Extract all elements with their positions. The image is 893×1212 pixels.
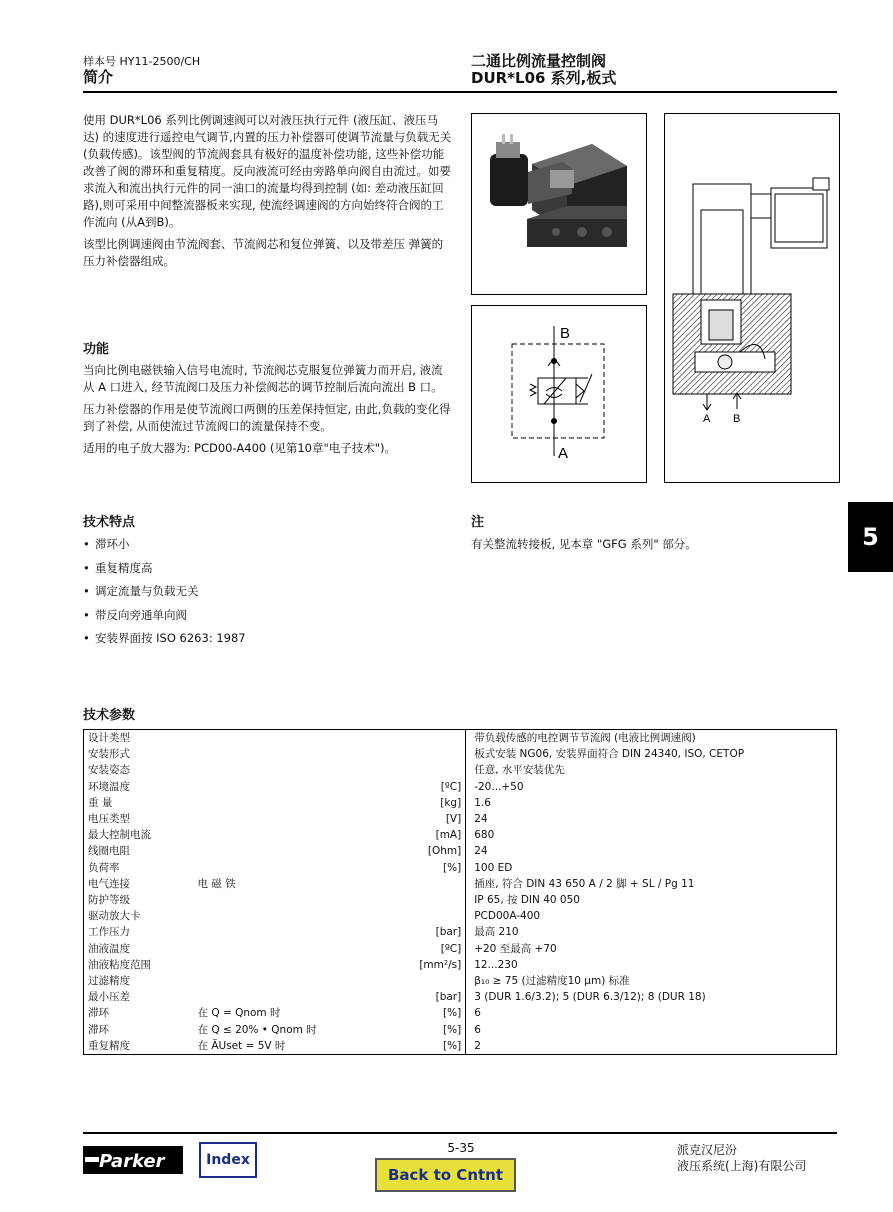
intro-paragraph-2: 该型比例调速阀由节流阀套、节流阀芯和复位弹簧、以及带差压 弹簧的压力补偿器组成。 <box>83 237 444 268</box>
index-button[interactable] <box>199 1142 257 1178</box>
param-unit <box>321 876 466 892</box>
param-condition <box>194 989 321 1005</box>
table-row <box>84 941 837 957</box>
param-name: 重复精度 <box>88 1039 130 1052</box>
param-name: 重 量 <box>88 796 113 809</box>
param-value: 1.6 <box>474 796 491 809</box>
port-b-label: B <box>560 325 571 342</box>
param-name: 电压类型 <box>88 813 130 826</box>
param-name: 安装形式 <box>88 748 130 761</box>
param-value: +20 至最高 +70 <box>474 942 557 955</box>
param-unit <box>321 908 466 924</box>
index-button-label: Index <box>206 1152 250 1168</box>
table-row <box>84 876 837 892</box>
param-name: 最小压差 <box>88 991 130 1004</box>
back-to-contents-button[interactable]: Back to Cntnt <box>375 1158 516 1192</box>
table-row <box>84 973 837 989</box>
param-name: 滞环 <box>88 1007 109 1020</box>
param-unit: [%] <box>321 1038 466 1055</box>
table-row <box>84 1038 837 1055</box>
function-heading: 功能 <box>83 342 110 357</box>
hydraulic-symbol <box>471 305 647 483</box>
param-unit: [bar] <box>321 989 466 1005</box>
param-condition: 电 磁 铁 <box>197 877 236 890</box>
table-row <box>84 1022 837 1038</box>
param-value: 12...230 <box>474 958 518 971</box>
param-name: 油液粘度范围 <box>88 958 151 971</box>
param-condition <box>194 795 321 811</box>
list-item: • 带反向旁通单向阀 <box>83 607 246 631</box>
param-condition <box>194 924 321 940</box>
function-text <box>83 362 453 462</box>
param-name: 负荷率 <box>88 861 120 874</box>
list-item: • 重复精度高 <box>83 560 246 584</box>
param-unit: [mA] <box>321 827 466 843</box>
param-condition <box>194 843 321 859</box>
company-line-2: 液压系统(上海)有限公司 <box>677 1159 807 1173</box>
param-unit: [ºC] <box>321 941 466 957</box>
list-item: • 调定流量与负载无关 <box>83 583 246 607</box>
param-name: 滞环 <box>88 1023 109 1036</box>
param-value: -20...+50 <box>474 780 524 793</box>
params-heading: 技术参数 <box>83 708 136 723</box>
param-condition <box>194 746 321 762</box>
table-row <box>84 860 837 876</box>
page-number: 5-35 <box>447 1141 475 1155</box>
table-row <box>84 957 837 973</box>
param-unit <box>321 746 466 762</box>
catalog-number: 样本号 HY11-2500/CH <box>83 55 201 68</box>
section-port-b-label: B <box>733 413 741 425</box>
param-condition <box>194 892 321 908</box>
param-name: 油液温度 <box>88 942 130 955</box>
param-name: 工作压力 <box>88 926 130 939</box>
sectional-drawing <box>664 113 840 483</box>
note-text: 有关整流转接板, 见本章 "GFG 系列" 部分。 <box>471 537 697 551</box>
parker-logo <box>83 1146 183 1174</box>
page-subtitle: DUR*L06 系列,板式 <box>471 69 617 87</box>
param-value: IP 65, 按 DIN 40 050 <box>474 894 580 907</box>
company-line-1: 派克汉尼汾 <box>677 1143 738 1157</box>
table-row <box>84 843 837 859</box>
table-row <box>84 730 837 747</box>
function-paragraph-1: 当向比例电磁铁输入信号电流时, 节流阀芯克服复位弹簧力而开启, 液流从 A 口进入, 经节流阀口及压力补偿阀芯的调节控制后流向流出 B 口。 <box>83 363 443 394</box>
table-row <box>84 892 837 908</box>
param-value: 带负载传感的电控调节节流阀 (电液比例调速阀) <box>474 732 696 744</box>
section-port-a-label: A <box>703 413 711 425</box>
param-unit: [%] <box>321 1022 466 1038</box>
param-unit: [kg] <box>321 795 466 811</box>
intro-text <box>83 112 453 275</box>
param-value: 最高 210 <box>474 926 519 939</box>
list-item: • 滞环小 <box>83 536 246 560</box>
param-unit <box>321 973 466 989</box>
param-condition <box>194 957 321 973</box>
param-value: PCD00A-400 <box>474 910 541 923</box>
table-row <box>84 989 837 1005</box>
table-row <box>84 779 837 795</box>
function-paragraph-3: 适用的电子放大器为: PCD00-A400 (见第10章"电子技术")。 <box>83 441 397 455</box>
param-unit: [%] <box>321 1005 466 1021</box>
param-value: 3 (DUR 1.6/3.2); 5 (DUR 6.3/12); 8 (DUR 18) <box>474 991 706 1004</box>
param-value: 任意, 水平安装优先 <box>474 764 565 777</box>
param-value: 6 <box>474 1023 481 1036</box>
param-value: 24 <box>474 845 488 858</box>
param-name: 设计类型 <box>88 732 130 744</box>
page-title: 二通比例流量控制阀 <box>471 52 607 70</box>
footer-rule <box>83 1132 837 1134</box>
param-name: 防护等级 <box>88 894 130 907</box>
param-value: β₁₀ ≥ 75 (过滤精度10 μm) 标准 <box>474 975 630 988</box>
param-name: 驱动放大卡 <box>88 910 141 923</box>
port-a-label: A <box>558 445 569 462</box>
param-unit <box>321 892 466 908</box>
table-row <box>84 827 837 843</box>
param-unit: [ºC] <box>321 779 466 795</box>
table-row <box>84 811 837 827</box>
table-row <box>84 762 837 778</box>
company-name <box>677 1142 806 1174</box>
table-row <box>84 746 837 762</box>
param-condition <box>194 941 321 957</box>
param-unit <box>321 730 466 747</box>
table-row <box>84 908 837 924</box>
param-value: 24 <box>474 813 488 826</box>
param-value: 插座, 符合 DIN 43 650 A / 2 脚 + SL / Pg 11 <box>474 877 695 890</box>
param-condition: 在 Q ≤ 20% • Qnom 时 <box>197 1023 317 1036</box>
param-value: 板式安装 NG06, 安装界面符合 DIN 24340, ISO, CETOP <box>474 748 745 761</box>
param-name: 最大控制电流 <box>88 829 151 842</box>
param-name: 线圈电阻 <box>88 845 130 858</box>
header-rule <box>83 91 837 93</box>
table-row <box>84 924 837 940</box>
param-unit <box>321 762 466 778</box>
param-value: 100 ED <box>474 861 513 874</box>
param-condition <box>194 973 321 989</box>
param-unit: [mm²/s] <box>321 957 466 973</box>
param-name: 电气连接 <box>88 877 130 890</box>
param-condition <box>194 762 321 778</box>
list-item: • 安装界面按 ISO 6263: 1987 <box>83 630 246 654</box>
param-name: 过滤精度 <box>88 975 130 988</box>
param-unit: [bar] <box>321 924 466 940</box>
param-name: 安装姿态 <box>88 764 130 777</box>
table-row <box>84 795 837 811</box>
param-condition <box>194 779 321 795</box>
param-unit: [V] <box>321 811 466 827</box>
table-row <box>84 1005 837 1021</box>
param-condition: 在 ÄUset = 5V 时 <box>197 1039 286 1052</box>
note-heading: 注 <box>471 515 485 530</box>
param-value: 6 <box>474 1007 481 1020</box>
product-photo <box>471 113 647 295</box>
param-condition: 在 Q = Qnom 时 <box>197 1007 281 1020</box>
param-value: 2 <box>474 1039 481 1052</box>
features-list <box>83 536 246 654</box>
param-name: 环境温度 <box>88 780 130 793</box>
section-label: 简介 <box>83 68 114 86</box>
param-condition <box>194 827 321 843</box>
param-condition <box>194 730 321 747</box>
param-unit: [Ohm] <box>321 843 466 859</box>
param-condition <box>194 908 321 924</box>
param-condition <box>194 811 321 827</box>
param-unit: [%] <box>321 860 466 876</box>
features-heading: 技术特点 <box>83 515 136 530</box>
svg-text:Parker: Parker <box>99 1151 165 1172</box>
function-paragraph-2: 压力补偿器的作用是使节流阀口两侧的压差保持恒定, 由此,负载的变化得到了补偿, 从而使流过节流阀口的流量保持不变。 <box>83 402 451 433</box>
chapter-tab: 5 <box>848 502 893 572</box>
param-condition <box>194 860 321 876</box>
param-value: 680 <box>474 829 495 842</box>
params-table <box>83 729 837 1055</box>
intro-paragraph-1: 使用 DUR*L06 系列比例调速阀可以对液压执行元件 (液压缸、液压马达) 的速度进行遥控电气调节,内置的压力补偿器可使调节流量与负载无关 (负载传感)。该型阀的节流阀套具有极好的温度补偿功能, 这些补偿功能改善了阀的滞环和重复精度。反向液流可经由旁路单向阀自由流过。如要求流入和流出执行元件的同一油口的流量均得到控制 (如: 差动液压缸回路),则可采用中间整流器板来实现, 使流经调速阀的方向始终符合阀的工作流向 (从A到B)。 <box>83 113 452 229</box>
